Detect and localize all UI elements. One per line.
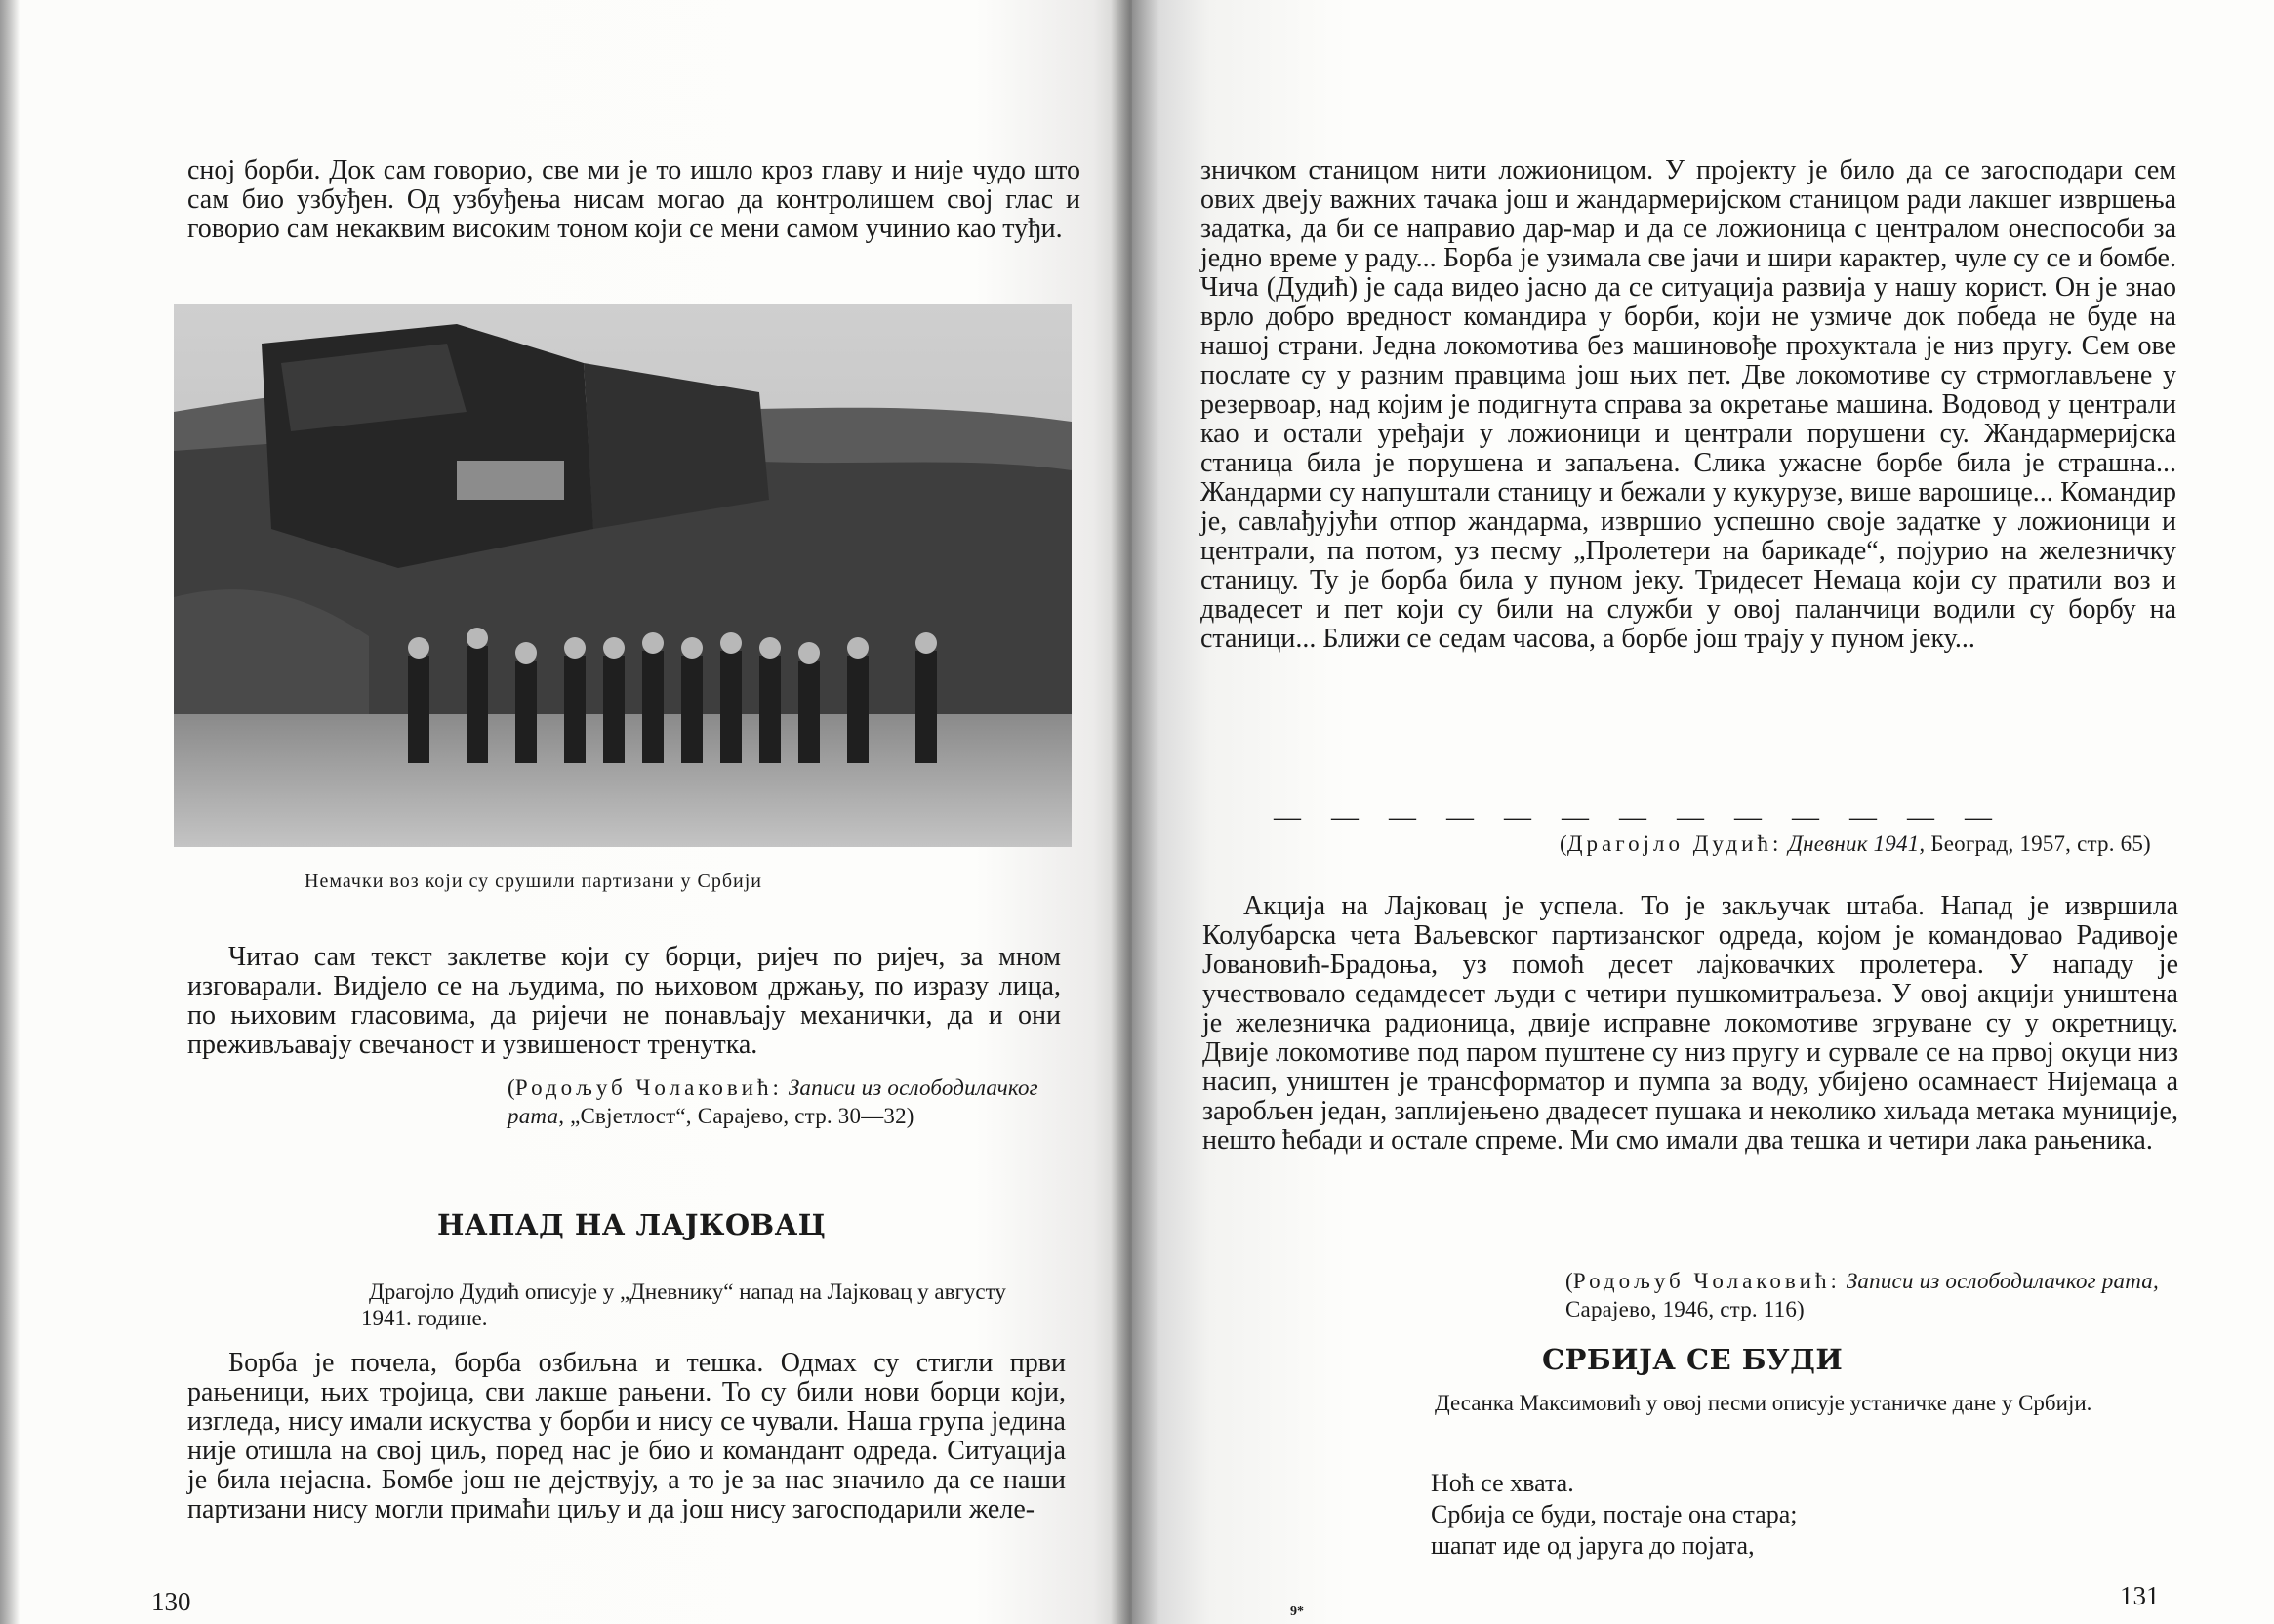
photo-derailed-train <box>174 304 1072 847</box>
photo-caption: Немачки воз који су срушили партизани у Србији <box>305 871 762 892</box>
right-citation-1: (Драгојло Дудић: Дневник 1941, Београд, 1957, стр. 65) <box>1560 832 2151 856</box>
verse-line: Србија се буди, постаје она стара; <box>1431 1500 1798 1528</box>
page-edge-shadow <box>0 0 20 1624</box>
right-paragraph-station: зничком станицом нити ложионицом. У пројекту је било да се загосподари сем ових двеју важних тачака још и жандармеријском станицом ради лакшег извршења задатка, да би се направио дар-мар и да се ложионица с централом онеспособи за једно време у раду... Борба је узимала све јачи и шири карактер, чуле су се и бомбе. Чича (Дудић) је сада видео јасно да се ситуација развија у нашу корист. Он је знао врло добро вредност командира у борби, који не узмиче док победа не буде на нашој страни. Једна локомотива без машиновође прохуктала је низ пругу. Сем ове послате су у разним правцима још њих пет. Две локомотиве су стрмоглављене у резервоар, над којим је подигнута справа за окретање машина. Водовод у централи као и остали уређаји у ложионици и централи порушени су. Жандармеријска станица била је порушена и запаљена. Слика ужасне борбе била је страшна... Жандарми су напуштали станицу и бежали у кукурузе, више варошице... Командир је, савлађујући отпор жандарма, извршио успешно своје задатке у ложионици и централи, па потом, уз песму „Пролетери на барикаде“, појурио на железничку станицу. Ту је борба била у пуном јеку. Тридесет Немаца који су пратили воз и двадесет и пет који су били на служби у овој паланчици водили су борбу на станици... Ближи се седам часова, а борбе још трају у пуном јеку... <box>1200 155 2176 654</box>
verse-line: Ноћ се хвата. <box>1431 1469 1574 1497</box>
section-heading-lajkovac: НАПАД НА ЛАЈКОВАЦ <box>437 1208 827 1241</box>
photo-image <box>174 304 1072 847</box>
right-paragraph-action: Акција на Лајковац је успела. То је закључак штаба. Напад је извршила Колубарска чета Ваљевског партизанског одреда, којом је командовао Радивоје Јовановић-Брадоња, уз помоћ десет лајковачких пролетера. У нападу је учествовало седамдесет људи с четири пушкомитраљеза. У овој акцији уништена је железничка радионица, двије исправне локомотиве згруване су у окретницу. Двије локомотиве под паром пуштене су низ пругу и сурвале се на првој окуци низ насип, уништен је трансформатор и пумпа за воду, убијено осамнаест Нијемаца а заробљен један, заплијењено двадесет пушака и неколико хиљада метака муниције, нешто ћебади и остале спреме. Ми смо имали два тешка и четири лака рањеника. <box>1202 891 2178 1156</box>
page-number-right: 131 <box>2120 1581 2160 1610</box>
right-citation-2: (Родољуб Чолаковић: Записи из ослободилачког рата, Сарајево, 1946, стр. 116) <box>1565 1269 2159 1321</box>
left-page <box>0 0 1132 1624</box>
left-citation-1: (Родољуб Чолаковић: Записи из ослободилачког рата, „Свјетлост“, Сарајево, стр. 30—32) <box>508 1076 1038 1128</box>
dash-separator: — — — — — — — — — — — — — <box>1274 802 2004 832</box>
printer-signature-mark: 9* <box>1290 1604 1304 1619</box>
page-number-left: 130 <box>151 1587 191 1616</box>
right-page <box>1132 0 2274 1624</box>
section-intro-lajkovac: Драгојло Дудић описује у „Дневнику“ напад на Лајковац у августу 1941. године. <box>361 1279 1006 1330</box>
section-heading-srbija: СРБИЈА СЕ БУДИ <box>1542 1343 1844 1376</box>
verse-line: шапат иде од јаруга до појата, <box>1431 1531 1755 1560</box>
left-paragraph-battle: Борба је почела, борба озбиљна и тешка. Одмах су стигли први рањеници, њих тројица, сви лакше рањени. То су били нови борци који, изгледа, нису имали искуства у борби и нису се чували. Наша група једина није отишла на свој циљ, поред нас је био и командант одреда. Ситуација је била нејасна. Бомбе још не дејствују, а то је за нас значило да се наши партизани нису могли примаћи циљу и да још нису загосподарили желе- <box>187 1348 1066 1524</box>
section-intro-srbija: Десанка Максимовић у овој песми описује устаничке дане у Србији. <box>1435 1391 2092 1415</box>
left-top-paragraph: снoj борби. Док сам говорио, све ми је то ишло кроз главу и није чудо што сам био узбуђен. Од узбуђења нисам могао да контролишем свој глас и говорио сам некаквим високим тоном који се мени самом учинио као туђи. <box>187 155 1080 244</box>
left-paragraph-oath: Читао сам текст заклетве који су борци, ријеч по ријеч, за мном изговарали. Видјело се на људима, по њиховом држању, по изразу лица, по њиховим гласовима, да ријечи не понављају механички, да и они преживљавају свечаност и узвишеност тренутка. <box>187 942 1061 1060</box>
poem-verse <box>1431 1468 1797 1562</box>
